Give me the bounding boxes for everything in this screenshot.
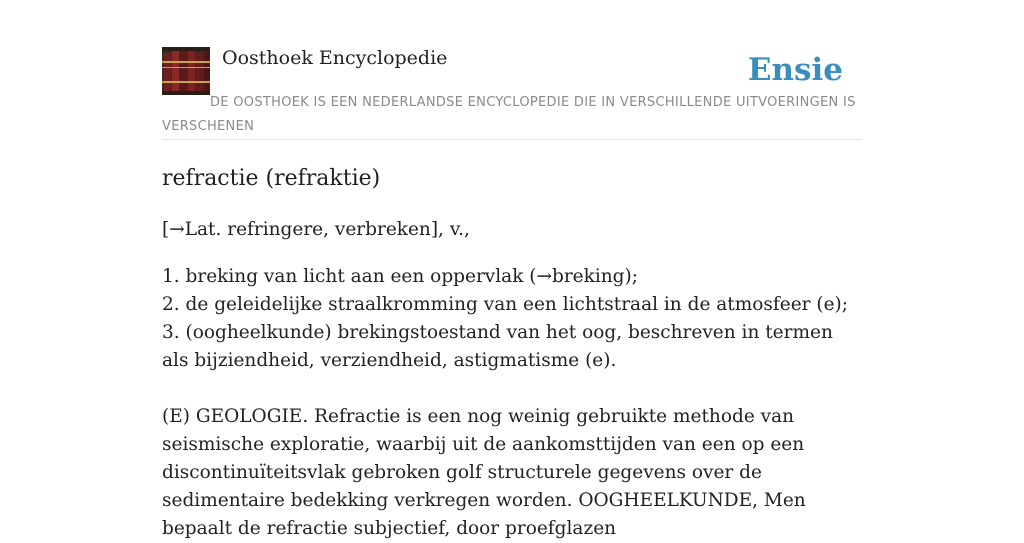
site-title[interactable]: Oosthoek Encyclopedie xyxy=(222,47,448,69)
entry-title: refractie (refraktie) xyxy=(162,166,381,191)
site-avatar[interactable] xyxy=(162,47,210,95)
definition-list xyxy=(162,263,862,375)
brand-logo[interactable]: Ensie xyxy=(747,52,843,88)
site-tagline: DE OOSTHOEK IS EEN NEDERLANDSE ENCYCLOPEDIE DIE IN VERSCHILLENDE UITVOERINGEN IS VERSCHENEN xyxy=(162,95,856,134)
entry-extra-text: (E) GEOLOGIE. Refractie is een nog weinig gebruikte methode van seismische exploratie, waarbij uit de aankomsttijden van een op een discontinuïteitsvlak gebroken golf structurele gegevens over de sedimentaire bedekking verkregen worden. OOGHEELKUNDE, Men bepaalt de refractie subjectief, door proefglazen xyxy=(162,406,806,539)
definition-item: 3. (oogheelkunde) brekingstoestand van het oog, beschreven in termen als bijziendheid, verziendheid, astigmatisme (e). xyxy=(162,322,833,371)
entry-content xyxy=(162,164,862,543)
definition-item: 2. de geleidelijke straalkromming van een lichtstraal in de atmosfeer (e); xyxy=(162,294,848,315)
encyclopedia-books-icon xyxy=(162,47,210,95)
definition-item: 1. breking van licht aan een oppervlak (→breking); xyxy=(162,266,638,287)
entry-etymology: [→Lat. refringere, verbreken], v., xyxy=(162,219,470,240)
site-header xyxy=(162,46,862,140)
